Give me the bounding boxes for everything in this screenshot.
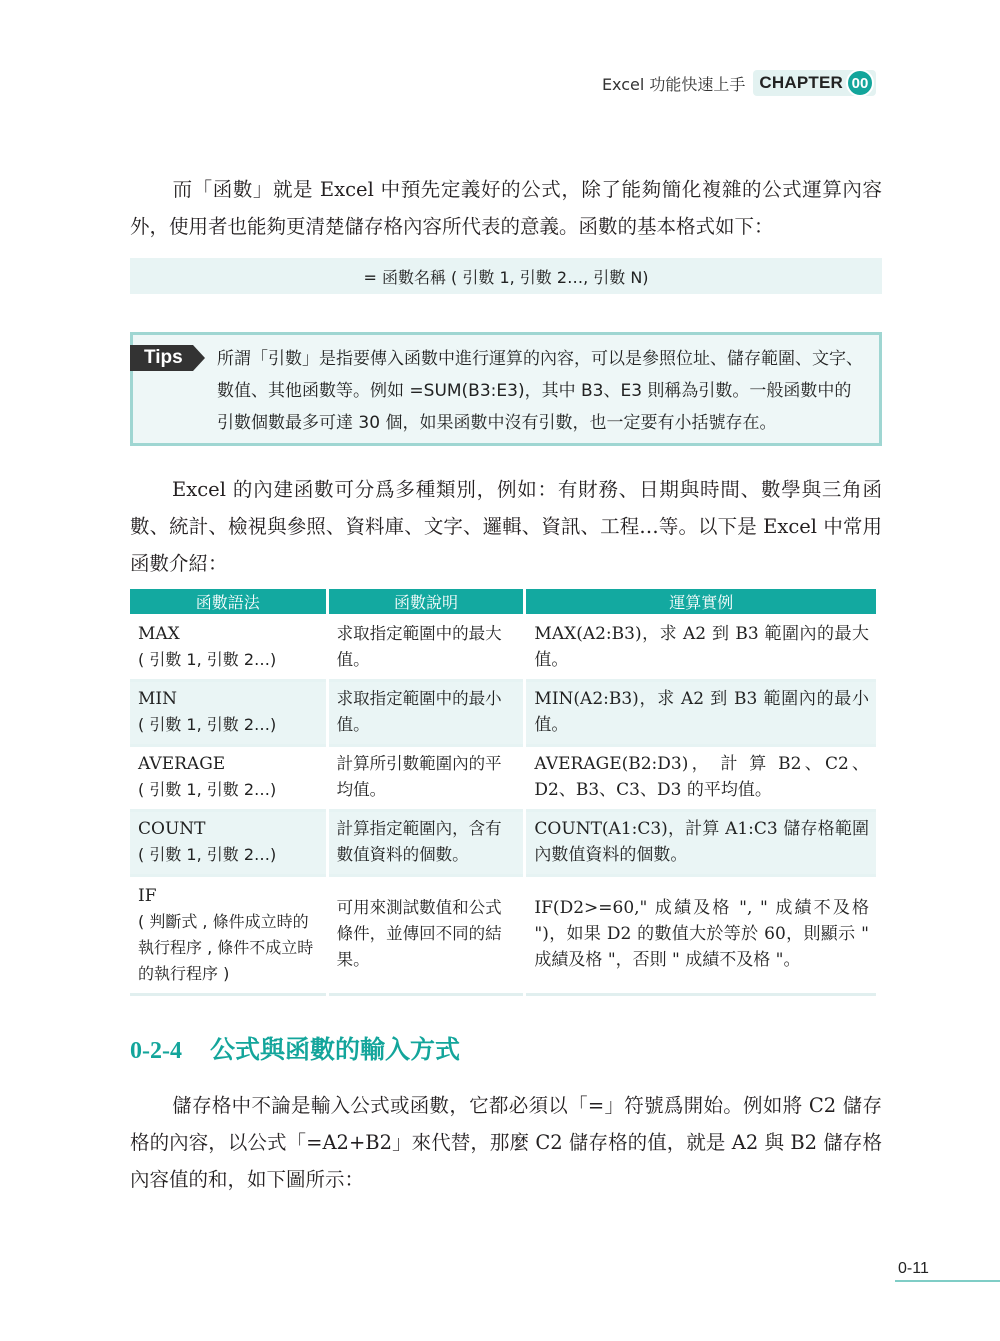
cell-description: 求取指定範圍中的最大值。 <box>329 617 524 682</box>
function-args: ( 引數 1, 引數 2…) <box>138 650 277 669</box>
section-heading <box>130 1030 460 1066</box>
function-name: MIN <box>138 689 177 709</box>
tips-text: 所謂「引數」是指要傳入函數中進行運算的內容，可以是參照位址、儲存範圍、文字、數值、其他函數等。例如 =SUM(B3:E3)，其中 B3、E3 則稱為引數。一般函數中的引數個數最多可達 30 個，如果函數中沒有引數，也一定要有小括號存在。 <box>217 349 863 433</box>
intro-paragraph-text: 而「函數」就是 Excel 中預先定義好的公式，除了能夠簡化複雜的公式運算內容外，使用者也能夠更清楚儲存格內容所代表的意義。函數的基本格式如下： <box>130 178 882 238</box>
cell-example: AVERAGE(B2:D3)， 計 算 B2、C2、D2、B3、C3、D3 的平均值。 <box>526 747 876 812</box>
function-args: ( 判斷式 , 條件成立時的執行程序 , 條件不成立時的執行程序 ) <box>138 912 314 983</box>
intro-paragraph <box>130 171 882 245</box>
function-args: ( 引數 1, 引數 2…) <box>138 845 277 864</box>
table-row <box>130 877 876 996</box>
table-row <box>130 682 876 747</box>
cell-syntax <box>130 877 326 996</box>
footer-divider <box>895 1280 1000 1282</box>
cell-example: MIN(A2:B3)，求 A2 到 B3 範圍內的最小值。 <box>526 682 876 747</box>
cell-example: MAX(A2:B3)，求 A2 到 B3 範圍內的最大值。 <box>526 617 876 682</box>
function-args: ( 引數 1, 引數 2…) <box>138 780 277 799</box>
section-paragraph-text: 儲存格中不論是輸入公式或函數，它都必須以「=」符號爲開始。例如將 C2 儲存格的內容，以公式「=A2+B2」來代替，那麼 C2 儲存格的值，就是 A2 與 B2 儲存格內容值的和，如下圖所示： <box>130 1094 882 1191</box>
cell-description: 計算指定範圍內，含有數值資料的個數。 <box>329 812 524 877</box>
table-row <box>130 617 876 682</box>
cell-description: 計算所引數範圍內的平均值。 <box>329 747 524 812</box>
function-name: AVERAGE <box>138 754 226 774</box>
section-title: 公式與函數的輸入方式 <box>209 1035 460 1064</box>
formula-box <box>130 258 882 294</box>
categories-paragraph-text: Excel 的內建函數可分爲多種類別，例如：有財務、日期與時間、數學與三角函數、統計、檢視與參照、資料庫、文字、邏輯、資訊、工程…等。以下是 Excel 中常用函數介紹： <box>130 478 882 575</box>
function-name: COUNT <box>138 819 206 839</box>
cell-example: COUNT(A1:C3)，計算 A1:C3 儲存格範圍內數值資料的個數。 <box>526 812 876 877</box>
page-number: 0-11 <box>898 1260 929 1277</box>
header-description: 函數說明 <box>329 589 524 617</box>
table-row <box>130 747 876 812</box>
cell-syntax <box>130 812 326 877</box>
formula-text: = 函數名稱 ( 引數 1, 引數 2…, 引數 N) <box>363 267 649 287</box>
chapter-number: 00 <box>846 69 874 97</box>
table-row <box>130 812 876 877</box>
cell-description: 求取指定範圍中的最小值。 <box>329 682 524 747</box>
cell-syntax <box>130 617 326 682</box>
page-header <box>602 70 876 96</box>
functions-table <box>127 589 879 996</box>
cell-syntax <box>130 682 326 747</box>
section-number: 0-2-4 <box>130 1038 182 1064</box>
cell-syntax <box>130 747 326 812</box>
header-title: Excel 功能快速上手 <box>601 74 746 94</box>
chapter-badge <box>753 70 876 96</box>
section-paragraph <box>130 1087 882 1198</box>
function-args: ( 引數 1, 引數 2…) <box>138 715 277 734</box>
tips-box <box>130 332 882 446</box>
cell-description: 可用來測試數值和公式條件，並傳回不同的結果。 <box>329 877 524 996</box>
table-header-row <box>130 589 876 617</box>
chapter-label: CHAPTER <box>759 73 843 92</box>
function-name: MAX <box>138 624 180 644</box>
cell-example: IF(D2>=60," 成績及格 ", " 成績不及格 ")，如果 D2 的數值大於等於 60，則顯示 " 成績及格 "，否則 " 成績不及格 "。 <box>526 877 876 996</box>
categories-paragraph <box>130 471 882 582</box>
tips-tag: Tips <box>130 345 193 371</box>
function-name: IF <box>138 886 157 906</box>
header-example: 運算實例 <box>526 589 876 617</box>
header-syntax: 函數語法 <box>130 589 326 617</box>
